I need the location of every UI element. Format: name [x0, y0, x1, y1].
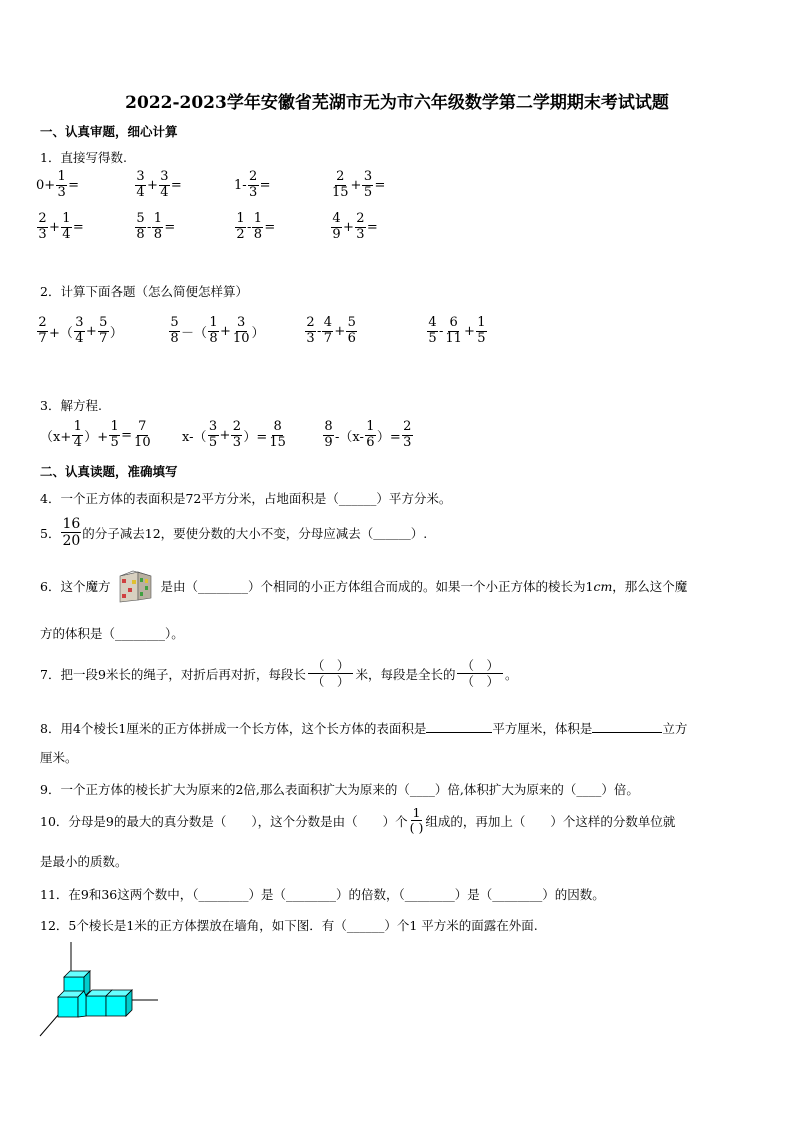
q1-fraction-numerator: 1 [153, 211, 163, 226]
q2-fraction [305, 316, 316, 347]
q1-fraction [331, 212, 342, 243]
q1-fraction [331, 170, 350, 201]
q1-row2-item-4 [330, 212, 378, 243]
q1-fraction-denominator: 3 [38, 226, 47, 242]
q8-line-2: 厘米。 [40, 750, 78, 765]
q1-fraction-numerator: 4 [332, 211, 341, 226]
q2-fraction [346, 316, 357, 347]
q4-blank[interactable]: ______ [338, 491, 377, 506]
q9 [40, 780, 639, 798]
q3-fraction [109, 420, 120, 451]
q2-fraction-denominator: 7 [38, 330, 47, 346]
q3-fraction-numerator: 2 [403, 419, 412, 434]
q2-fraction [169, 316, 180, 347]
q1-equals: = [366, 219, 378, 235]
q2-symbol: - [317, 323, 322, 339]
q10-fraction-numerator: 1 [412, 805, 421, 820]
q2-expr-3 [304, 316, 358, 347]
q1-fraction-denominator: 8 [153, 226, 163, 242]
q4-text-b: ）平方分米。 [376, 491, 452, 506]
q2-fraction-numerator: 3 [237, 315, 246, 330]
q1-equals: = [68, 177, 80, 193]
q2-fraction-numerator: 5 [99, 315, 108, 330]
q1-fraction-denominator: 4 [62, 226, 71, 242]
q2-fraction-numerator: 1 [477, 315, 486, 330]
q2-expr-1 [36, 316, 123, 347]
q1-fraction [135, 170, 146, 201]
q4-text-a: 4．一个正方体的表面积是72平方分米，占地面积是（ [40, 491, 339, 506]
q2-fraction-denominator: 3 [306, 330, 315, 346]
q1-equals: = [259, 177, 271, 193]
q7-paren-denominator-2: （ ） [461, 674, 499, 689]
q3-fraction-denominator: 4 [73, 434, 82, 450]
q1-equals: = [374, 177, 386, 193]
q1-operator: + [49, 219, 60, 235]
q12: 12．5个棱长是1米的正方体摆放在墙角，如下图．有（______）个1 平方米的面露在外面. [40, 918, 538, 933]
q1-equals: = [72, 219, 84, 235]
q6-text-b: 是由（ [160, 579, 198, 594]
q2-fraction-numerator: 4 [428, 315, 437, 330]
q1-fraction-numerator: 1 [253, 211, 263, 226]
q10-text-b: 组成的，再加上（ ）个这样的分数单位就 [425, 813, 676, 829]
q3-fraction [268, 420, 287, 451]
q6-text-d: ，那么这个魔 [612, 579, 688, 594]
q2-fraction-numerator: 5 [347, 315, 356, 330]
q2-symbol: + [463, 323, 475, 339]
q7-paren-numerator: （ ） [308, 658, 354, 674]
q2-fraction [208, 316, 219, 347]
q5-fraction-denominator: 20 [62, 533, 81, 550]
q2-fraction [476, 316, 487, 347]
q1-fraction-numerator: 2 [249, 169, 258, 184]
q1-fraction-denominator: 3 [249, 184, 258, 200]
rubiks-cube-image [116, 568, 154, 604]
q2-symbol: －（ [181, 325, 208, 341]
q8-blank-1[interactable] [426, 732, 492, 733]
q3-fraction-numerator: 1 [366, 419, 375, 434]
q1-fraction [235, 212, 246, 243]
q9-text-c: ）倍。 [601, 782, 639, 797]
q1-equals: = [264, 219, 276, 235]
q2-fraction [98, 316, 109, 347]
q6-unit: cm [593, 578, 613, 594]
q1-fraction-denominator: 2 [236, 226, 245, 242]
q1-fraction [355, 212, 366, 243]
q2-fraction-denominator: 11 [445, 330, 462, 346]
q10 [40, 806, 675, 836]
q10-fraction-denominator: ( ) [409, 820, 424, 836]
q1-fraction-numerator: 1 [236, 211, 245, 226]
q3-fraction [208, 420, 219, 451]
q3-symbol: x-（ [182, 429, 207, 445]
q1-fraction-numerator: 5 [136, 211, 145, 226]
q3-fraction-numerator: 8 [324, 419, 333, 434]
q4 [40, 489, 451, 507]
q3-expr-2 [182, 420, 288, 451]
q8-text-b: 平方厘米，体积是 [492, 721, 593, 736]
q3-symbol: -（x- [335, 429, 364, 445]
q3-fraction [72, 420, 83, 451]
q2-symbol: ） [109, 325, 123, 341]
q2-fraction-numerator: 4 [323, 315, 333, 330]
q1-operator: - [147, 219, 152, 235]
q1-fraction [135, 212, 146, 243]
q1-fraction-numerator: 2 [38, 211, 47, 226]
q2-fraction [74, 316, 85, 347]
q3-expr-1 [40, 420, 153, 451]
q2-fraction-denominator: 8 [170, 330, 179, 346]
q1-fraction-numerator: 1 [62, 211, 71, 226]
q2-symbol: + [85, 323, 97, 339]
q1-row2-item-3 [234, 212, 275, 243]
q1-fraction [61, 212, 72, 243]
q1-operator: - [247, 219, 252, 235]
q8-blank-2[interactable] [592, 732, 662, 733]
q1-row1-item-3 [234, 170, 271, 201]
q7-answer-fraction-1[interactable] [308, 658, 354, 689]
q1-fraction-numerator: 1 [57, 169, 66, 184]
q2-fraction-numerator: 3 [75, 315, 84, 330]
q3-fraction [133, 420, 152, 451]
q3-fraction-denominator: 9 [324, 434, 333, 450]
q1-operator: + [343, 219, 354, 235]
q1-fraction [37, 212, 48, 243]
q1-fraction [56, 170, 67, 201]
page-title: 2022-2023学年安徽省芜湖市无为市六年级数学第二学期期末考试试题 [125, 93, 669, 113]
q9-blank-2[interactable]: ____ [576, 782, 602, 797]
q1-fraction [252, 212, 263, 243]
q5-text-b: ）. [410, 525, 428, 541]
q3-symbol: = [121, 427, 133, 443]
q1-row1-item-2 [134, 170, 182, 201]
q2-fraction-denominator: 7 [323, 330, 333, 346]
q1-fraction-denominator: 4 [160, 184, 169, 200]
q1-fraction-denominator: 5 [363, 184, 373, 200]
q3-fraction-numerator: 1 [110, 419, 119, 434]
q5-fraction-numerator: 16 [62, 516, 81, 532]
q2-fraction-numerator: 2 [38, 315, 47, 330]
q2-symbol: ） [251, 325, 265, 341]
q6-blank-1[interactable]: ________ [197, 578, 248, 594]
cube-front-face [58, 997, 78, 1017]
q3-fraction-denominator: 10 [134, 434, 151, 450]
q3-fraction-numerator: 3 [208, 419, 218, 434]
q10-line-2: 是最小的质数。 [40, 854, 128, 869]
q10-text-a: 10．分母是9的最大的真分数是（ ），这个分数是由（ ）个 [40, 813, 408, 829]
q1-fraction [152, 212, 163, 243]
q2-fraction-denominator: 6 [347, 330, 356, 346]
q6-line2-text-a: 方的体积是（ [40, 626, 116, 641]
q5-number: 5． [40, 525, 61, 541]
q1-fraction-numerator: 3 [160, 169, 169, 184]
q7-text-a: 7．把一段9米长的绳子，对折后再对折，每段长 [40, 666, 306, 682]
q3-fraction [365, 420, 376, 451]
q3-symbol: ）= [376, 429, 401, 445]
q1-fraction-denominator: 8 [253, 226, 263, 242]
q1-fraction-denominator: 4 [136, 184, 145, 200]
q3-symbol: + [219, 427, 231, 443]
q1-fraction-denominator: 3 [57, 184, 66, 200]
q1-fraction-numerator: 2 [336, 169, 345, 184]
q1-operator: + [350, 177, 362, 193]
q2-fraction-numerator: 6 [449, 315, 458, 330]
q2-expr-2 [168, 316, 264, 347]
q3-fraction-numerator: 1 [73, 419, 82, 434]
q2-fraction-denominator: 5 [428, 330, 437, 346]
q1-prefix: 1- [234, 177, 247, 193]
q1-fraction-denominator: 9 [332, 226, 341, 242]
q11: 11．在9和36这两个数中，（________）是（________）的倍数，（________）是（________）的因数。 [40, 887, 605, 902]
q2-fraction-numerator: 1 [209, 315, 218, 330]
section-2-heading: 二、认真读题，准确填写 [40, 464, 178, 479]
q6-text-a: 6．这个魔方 [40, 579, 111, 594]
q1-fraction [248, 170, 259, 201]
q7-answer-fraction-2[interactable] [457, 658, 503, 689]
q5-blank[interactable]: ______ [373, 525, 411, 541]
q9-text-a: 9．一个正方体的棱长扩大为原来的2倍,那么表面积扩大为原来的（ [40, 782, 410, 797]
q3-fraction [323, 420, 334, 451]
q2-fraction [37, 316, 48, 347]
q1-equals: = [170, 177, 182, 193]
q2-fraction [232, 316, 251, 347]
q3-label: 3．解方程. [40, 398, 102, 413]
q3-fraction-denominator: 5 [110, 434, 119, 450]
q10-unit-fraction [409, 806, 425, 836]
q8-text-c: 立方 [662, 721, 688, 736]
q2-fraction-numerator: 5 [170, 315, 179, 330]
q3-fraction-denominator: 3 [403, 434, 412, 450]
q3-fraction-denominator: 15 [269, 434, 286, 450]
q1-row1-item-1 [36, 170, 79, 201]
q2-fraction-numerator: 2 [306, 315, 315, 330]
q6-blank-2[interactable]: ________ [115, 626, 166, 641]
q5-text-a: 的分子减去12，要使分数的大小不变，分母应减去（ [82, 525, 374, 541]
q2-fraction [427, 316, 438, 347]
q3-fraction-numerator: 2 [232, 419, 242, 434]
q8-text-a: 8．用4个棱长1厘米的正方体拼成一个长方体，这个长方体的表面积是 [40, 721, 427, 736]
q1-label: 1．直接写得数. [40, 150, 127, 165]
q6-line-2 [40, 624, 184, 642]
cube-middle-face [86, 996, 106, 1016]
q1-fraction [159, 170, 170, 201]
q3-fraction [231, 420, 242, 451]
q2-fraction-denominator: 4 [75, 330, 84, 346]
q1-fraction-numerator: 3 [136, 169, 145, 184]
q1-row2-item-2 [134, 212, 175, 243]
q2-fraction-denominator: 7 [99, 330, 108, 346]
q8 [40, 719, 687, 737]
q9-text-b: ）倍,体积扩大为原来的（ [434, 782, 577, 797]
q2-fraction-denominator: 5 [477, 330, 486, 346]
q5-fraction [61, 516, 81, 549]
q5 [40, 516, 427, 549]
q1-equals: = [164, 219, 176, 235]
q1-operator: + [147, 177, 158, 193]
q3-fraction [402, 420, 413, 451]
q7-text-c: 。 [504, 666, 518, 682]
q6-text-c: ）个相同的小正方体组合而成的。如果一个小正方体的棱长为1 [247, 579, 594, 594]
section-1-heading: 一、认真审题，细心计算 [40, 124, 178, 139]
q2-symbol: + [334, 323, 346, 339]
q1-prefix: 0+ [36, 177, 56, 193]
q7 [40, 658, 517, 689]
q6 [40, 568, 687, 604]
cube-right-face [106, 996, 126, 1016]
q1-fraction-denominator: 8 [136, 226, 145, 242]
q2-expr-4 [426, 316, 488, 347]
q2-symbol: +（ [49, 325, 73, 341]
q1-fraction-numerator: 2 [356, 211, 365, 226]
corner-cubes-diagram [36, 938, 166, 1042]
q3-fraction-denominator: 6 [366, 434, 375, 450]
q2-fraction [322, 316, 333, 347]
q3-fraction-numerator: 7 [138, 419, 147, 434]
q2-label: 2．计算下面各题（怎么简便怎样算） [40, 284, 248, 299]
q3-fraction-denominator: 5 [208, 434, 218, 450]
q3-expr-3 [322, 420, 414, 451]
q1-row2-item-1 [36, 212, 84, 243]
q7-paren-denominator: （ ） [311, 674, 350, 689]
q7-paren-numerator-2: （ ） [457, 658, 503, 674]
q2-fraction-denominator: 8 [209, 330, 218, 346]
q9-blank-1[interactable]: ____ [409, 782, 435, 797]
q2-symbol: - [439, 323, 444, 339]
q2-fraction [444, 316, 463, 347]
q3-fraction-denominator: 3 [232, 434, 242, 450]
q1-fraction-numerator: 3 [363, 169, 373, 184]
q3-fraction-numerator: 8 [273, 419, 282, 434]
q1-row1-item-4 [330, 170, 385, 201]
q1-fraction-denominator: 15 [332, 184, 349, 200]
q3-symbol: （x+ [40, 429, 72, 445]
q1-fraction [362, 170, 373, 201]
q1-fraction-denominator: 3 [356, 226, 365, 242]
q2-symbol: + [220, 323, 231, 339]
cube-group [58, 971, 132, 1017]
q2-fraction-denominator: 10 [232, 330, 250, 346]
q3-symbol: ）+ [84, 429, 109, 445]
q6-line2-text-b: ）。 [165, 626, 184, 641]
q3-symbol: ）= [243, 429, 268, 445]
q7-text-b: 米，每段是全长的 [355, 666, 456, 682]
